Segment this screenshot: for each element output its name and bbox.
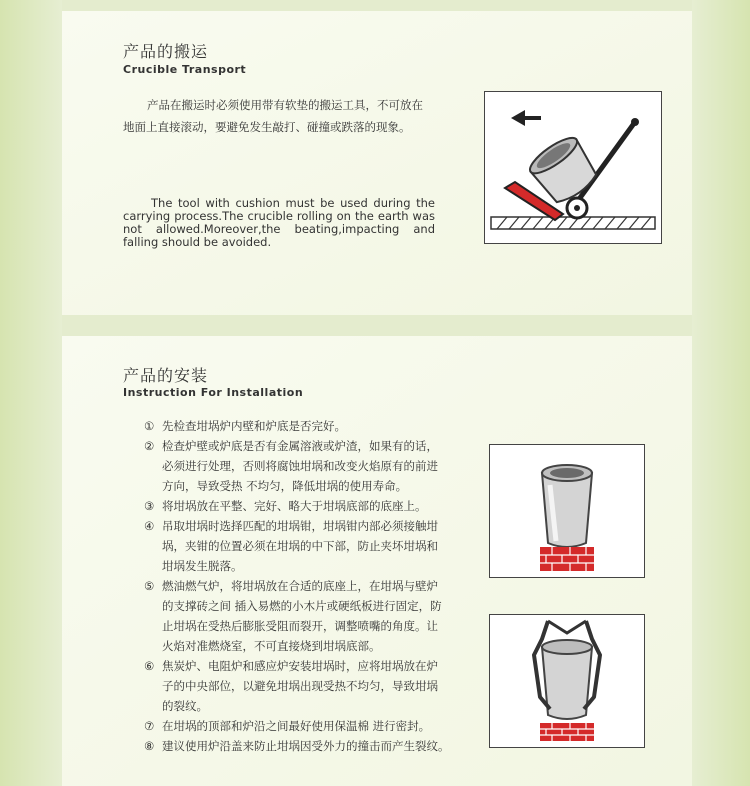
transport-text-cn: 产品在搬运时必须使用带有软垫的搬运工具，不可放在地面上直接滚动，要避免发生敲打、碰撞或跌落的现象。: [123, 98, 423, 134]
step-number: ③: [144, 499, 155, 513]
hand-truck-crucible-icon: [484, 91, 662, 244]
step-text: 焦炭炉、电阻炉和感应炉安装坩埚时，应将坩埚放在炉子的中央部位，以避免坩埚出现受热不均匀，导致坩埚的裂纹。: [162, 659, 438, 713]
step-text: 先检查坩埚炉内壁和炉底是否完好。: [162, 419, 346, 433]
step-item: [144, 496, 484, 516]
step-text: 建议使用炉沿盖来防止坩埚因受外力的撞击而产生裂纹。: [162, 739, 450, 753]
transport-title-cn: 产品的搬运: [123, 42, 209, 61]
step-text: 在坩埚的顶部和炉沿之间最好使用保温棉 进行密封。: [162, 719, 431, 733]
step-item: [144, 516, 444, 576]
step-number: ④: [144, 519, 155, 533]
step-number: ⑦: [144, 719, 155, 733]
installation-steps: [144, 416, 484, 756]
step-text: 将坩埚放在平整、完好、略大于坩埚底部的底座上。: [162, 499, 427, 513]
step-item: [144, 416, 484, 436]
background-right: [692, 0, 750, 786]
transport-panel: [62, 11, 692, 315]
step-text: 吊取坩埚时选择匹配的坩埚钳，坩埚钳内部必须接触坩埚，夹钳的位置必须在坩埚的中下部，防止夹坏坩埚和坩埚发生脱落。: [162, 519, 438, 573]
step-number: ①: [144, 419, 155, 433]
step-item: [144, 576, 444, 656]
step-number: ②: [144, 439, 155, 453]
background-left: [0, 0, 62, 786]
step-text: 燃油燃气炉，将坩埚放在合适的底座上，在坩埚与壁炉的支撑砖之间 插入易燃的小木片或硬纸板进行固定，防止坩埚在受热后膨胀受阻而裂开，调整喷嘴的角度。让火焰对准燃烧室，不可直接烧到坩埚底部。: [162, 579, 442, 653]
crucible-on-brick-base-icon: [489, 444, 645, 578]
transport-title-en: Crucible Transport: [123, 63, 247, 76]
installation-panel: [62, 336, 692, 786]
step-item: [144, 656, 444, 716]
transport-text-en: The tool with cushion must be used during the carrying process.The crucible rolling on the earth was not allowed.Moreover,the beating,impacting and falling should be avoided.: [123, 196, 435, 249]
crucible-tongs-icon: [489, 614, 645, 748]
step-number: ⑥: [144, 659, 155, 673]
step-number: ⑤: [144, 579, 155, 593]
installation-title-en: Instruction For Installation: [123, 386, 304, 399]
step-number: ⑧: [144, 739, 155, 753]
step-text: 检查炉壁或炉底是否有金属溶液或炉渣，如果有的话，必须进行处理，否则将腐蚀坩埚和改变火焰原有的前进方向，导致受热 不均匀，降低坩埚的使用寿命。: [162, 439, 438, 493]
step-item: [144, 436, 444, 496]
installation-title-cn: 产品的安装: [123, 366, 209, 385]
